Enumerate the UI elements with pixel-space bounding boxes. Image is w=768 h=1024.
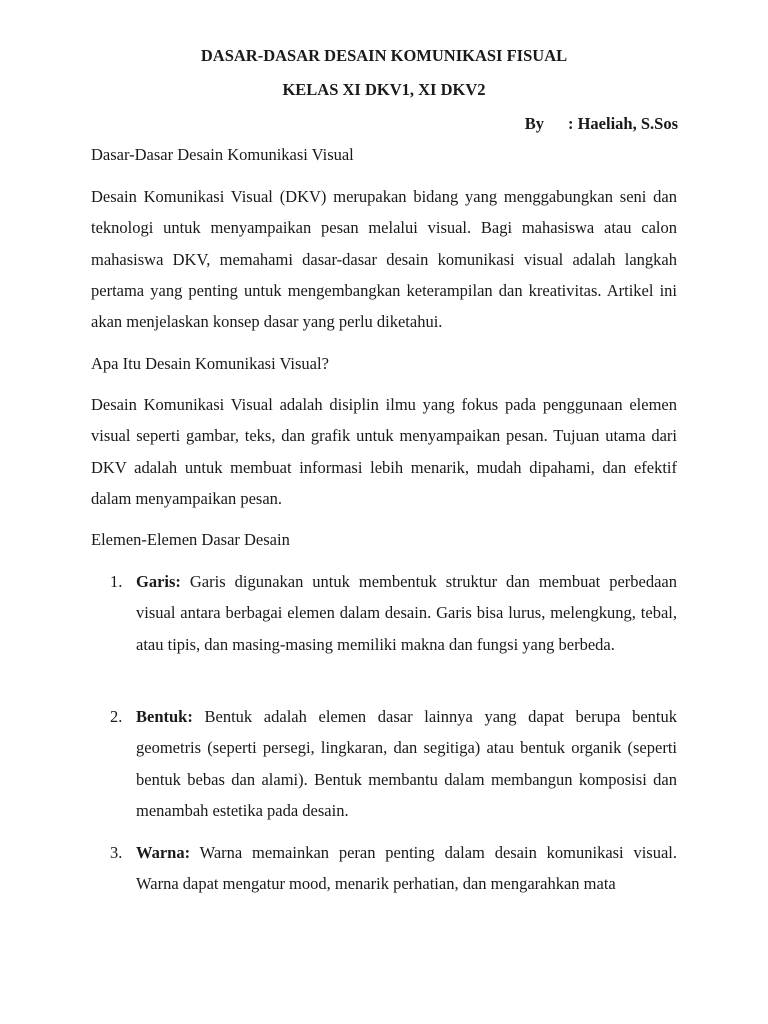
list-item-bentuk	[136, 701, 677, 826]
author-name: : Haeliah, S.Sos	[567, 114, 678, 133]
document-subtitle: KELAS XI DKV1, XI DKV2	[282, 80, 486, 99]
what-is-dkv-paragraph: Desain Komunikasi Visual adalah disiplin ilmu yang fokus pada penggunaan elemen visual seperti gambar, teks, dan grafik untuk menyampaikan pesan. Tujuan utama dari DKV adalah untuk membuat informasi lebih menarik, mudah dipahami, dan efektif dalam menyampaikan pesan.	[91, 395, 677, 508]
document-title: DASAR-DASAR DESAIN KOMUNIKASI FISUAL	[200, 46, 568, 65]
list-number-1: 1.	[110, 572, 123, 591]
list-item-warna	[136, 837, 677, 900]
description-garis: Garis digunakan untuk membentuk struktur dan membuat perbedaan visual antara berbagai elemen dalam desain. Garis bisa lurus, melengkung, tebal, atau tipis, dan masing-masing memiliki makna dan fungsi yang berbeda.	[136, 572, 677, 654]
list-number-2: 2.	[110, 707, 123, 726]
intro-heading: Dasar-Dasar Desain Komunikasi Visual	[91, 145, 354, 164]
list-number-3: 3.	[110, 843, 123, 862]
term-bentuk: Bentuk:	[136, 707, 193, 726]
list-item-garis	[136, 566, 677, 660]
by-label: By	[524, 114, 544, 133]
description-bentuk: Bentuk adalah elemen dasar lainnya yang dapat berupa bentuk geometris (seperti persegi, lingkaran, dan segitiga) atau bentuk organik (seperti bentuk bebas dan alami). Bentuk membantu dalam membangun komposisi dan menambah estetika pada desain.	[136, 707, 677, 820]
author-byline	[525, 114, 678, 134]
intro-paragraph: Desain Komunikasi Visual (DKV) merupakan bidang yang menggabungkan seni dan teknologi untuk menyampaikan pesan melalui visual. Bagi mahasiswa atau calon mahasiswa DKV, memahami dasar-dasar desain komunikasi visual adalah langkah pertama yang penting untuk mengembangkan keterampilan dan kreativitas. Artikel ini akan menjelaskan konsep dasar yang perlu diketahui.	[91, 187, 677, 332]
term-garis: Garis:	[136, 572, 181, 591]
description-warna: Warna memainkan peran penting dalam desain komunikasi visual. Warna dapat mengatur mood, menarik perhatian, dan mengarahkan mata	[136, 843, 677, 894]
elements-heading: Elemen-Elemen Dasar Desain	[91, 530, 290, 549]
term-warna: Warna:	[136, 843, 191, 862]
what-is-dkv-heading: Apa Itu Desain Komunikasi Visual?	[91, 354, 329, 373]
